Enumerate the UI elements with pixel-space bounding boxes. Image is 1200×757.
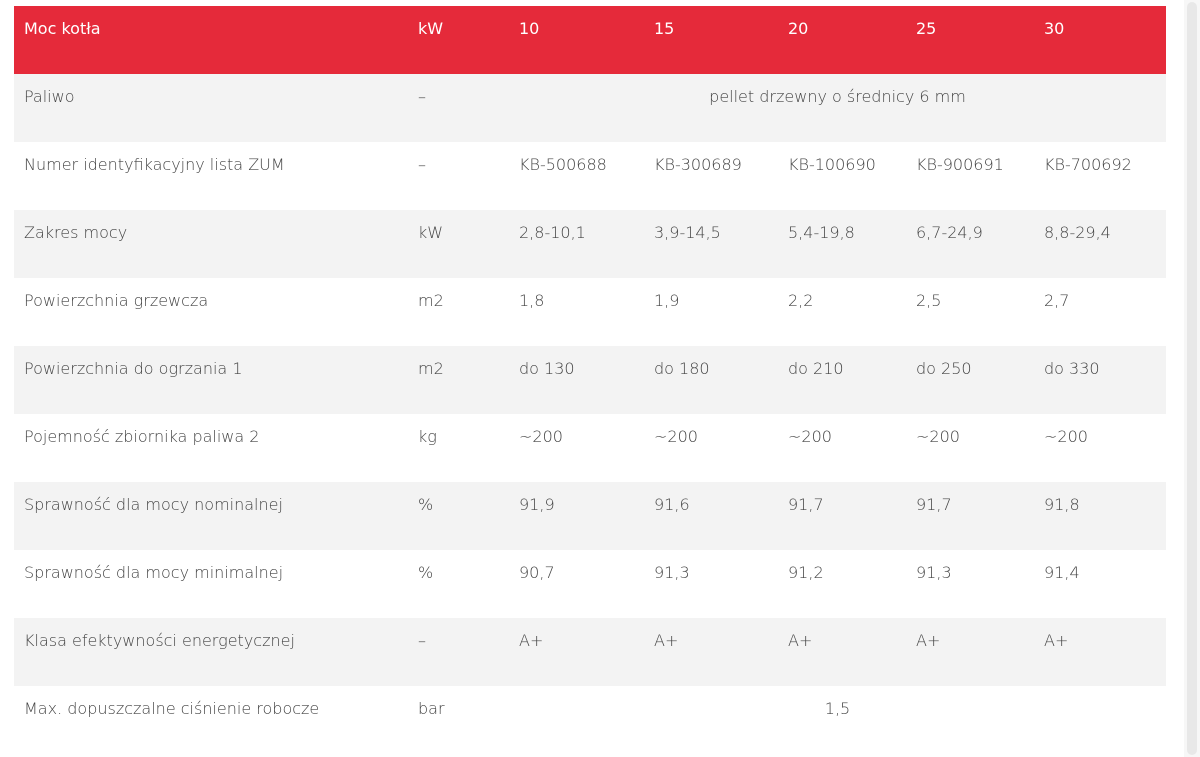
header-cell-30: 30 — [1034, 6, 1166, 74]
table-row — [14, 142, 1166, 210]
header-cell-20: 20 — [778, 6, 906, 74]
row-value: KB-700692 — [1034, 142, 1166, 210]
table-row — [14, 210, 1166, 278]
row-value: 2,2 — [778, 278, 906, 346]
row-label: Klasa efektywności energetycznej — [14, 618, 408, 686]
row-unit: – — [408, 142, 509, 210]
header-cell-10: 10 — [509, 6, 644, 74]
row-unit: bar — [408, 686, 509, 754]
row-value: ~200 — [906, 414, 1034, 482]
row-label: Numer identyfikacyjny lista ZUM — [14, 142, 408, 210]
row-value: 91,3 — [644, 550, 778, 618]
header-cell-label: Moc kotła — [14, 6, 408, 74]
row-label: Paliwo — [14, 74, 408, 142]
row-value: 2,5 — [906, 278, 1034, 346]
row-merged-value: 1,5 — [509, 686, 1166, 754]
row-unit: m2 — [408, 346, 509, 414]
table-header-row — [14, 6, 1166, 74]
row-label: Pojemność zbiornika paliwa 2 — [14, 414, 408, 482]
row-value: 91,3 — [906, 550, 1034, 618]
scrollbar-track[interactable] — [1184, 0, 1200, 757]
row-value: 2,8-10,1 — [509, 210, 644, 278]
row-label: Sprawność dla mocy nominalnej — [14, 482, 408, 550]
row-value: A+ — [644, 618, 778, 686]
row-value: do 330 — [1034, 346, 1166, 414]
row-value: do 180 — [644, 346, 778, 414]
row-unit: kg — [408, 414, 509, 482]
row-unit: kW — [408, 210, 509, 278]
row-value: KB-300689 — [644, 142, 778, 210]
table-row — [14, 74, 1166, 142]
table-row — [14, 550, 1166, 618]
row-value: 91,8 — [1034, 482, 1166, 550]
row-value: A+ — [778, 618, 906, 686]
row-label: Max. dopuszczalne ciśnienie robocze — [14, 686, 408, 754]
header-cell-unit: kW — [408, 6, 509, 74]
row-value: A+ — [509, 618, 644, 686]
row-value: do 210 — [778, 346, 906, 414]
row-value: ~200 — [1034, 414, 1166, 482]
row-value: ~200 — [644, 414, 778, 482]
row-unit: m2 — [408, 278, 509, 346]
row-unit: % — [408, 550, 509, 618]
row-value: 6,7-24,9 — [906, 210, 1034, 278]
row-unit: – — [408, 74, 509, 142]
row-value: 91,7 — [778, 482, 906, 550]
table-row — [14, 346, 1166, 414]
row-value: 91,9 — [509, 482, 644, 550]
row-unit: – — [408, 618, 509, 686]
header-cell-15: 15 — [644, 6, 778, 74]
row-value: 1,8 — [509, 278, 644, 346]
row-value: 2,7 — [1034, 278, 1166, 346]
row-value: 8,8-29,4 — [1034, 210, 1166, 278]
table-row — [14, 618, 1166, 686]
row-value: 91,7 — [906, 482, 1034, 550]
row-value: 5,4-19,8 — [778, 210, 906, 278]
row-value: do 250 — [906, 346, 1034, 414]
row-value: KB-500688 — [509, 142, 644, 210]
table-row — [14, 414, 1166, 482]
row-merged-value: pellet drzewny o średnicy 6 mm — [509, 74, 1166, 142]
row-value: 3,9-14,5 — [644, 210, 778, 278]
row-value: 91,2 — [778, 550, 906, 618]
row-label: Powierzchnia grzewcza — [14, 278, 408, 346]
boiler-spec-table — [14, 6, 1166, 754]
spec-table-container — [14, 6, 1166, 754]
row-value: KB-900691 — [906, 142, 1034, 210]
row-value: 91,6 — [644, 482, 778, 550]
row-value: A+ — [906, 618, 1034, 686]
row-label: Zakres mocy — [14, 210, 408, 278]
row-value: ~200 — [778, 414, 906, 482]
row-value: A+ — [1034, 618, 1166, 686]
row-value: 91,4 — [1034, 550, 1166, 618]
header-cell-25: 25 — [906, 6, 1034, 74]
row-value: 1,9 — [644, 278, 778, 346]
row-value: do 130 — [509, 346, 644, 414]
row-value: ~200 — [509, 414, 644, 482]
table-row — [14, 278, 1166, 346]
row-value: 90,7 — [509, 550, 644, 618]
row-label: Sprawność dla mocy minimalnej — [14, 550, 408, 618]
row-unit: % — [408, 482, 509, 550]
row-label: Powierzchnia do ogrzania 1 — [14, 346, 408, 414]
table-row — [14, 686, 1166, 754]
scrollbar-thumb[interactable] — [1187, 2, 1197, 755]
table-row — [14, 482, 1166, 550]
row-value: KB-100690 — [778, 142, 906, 210]
